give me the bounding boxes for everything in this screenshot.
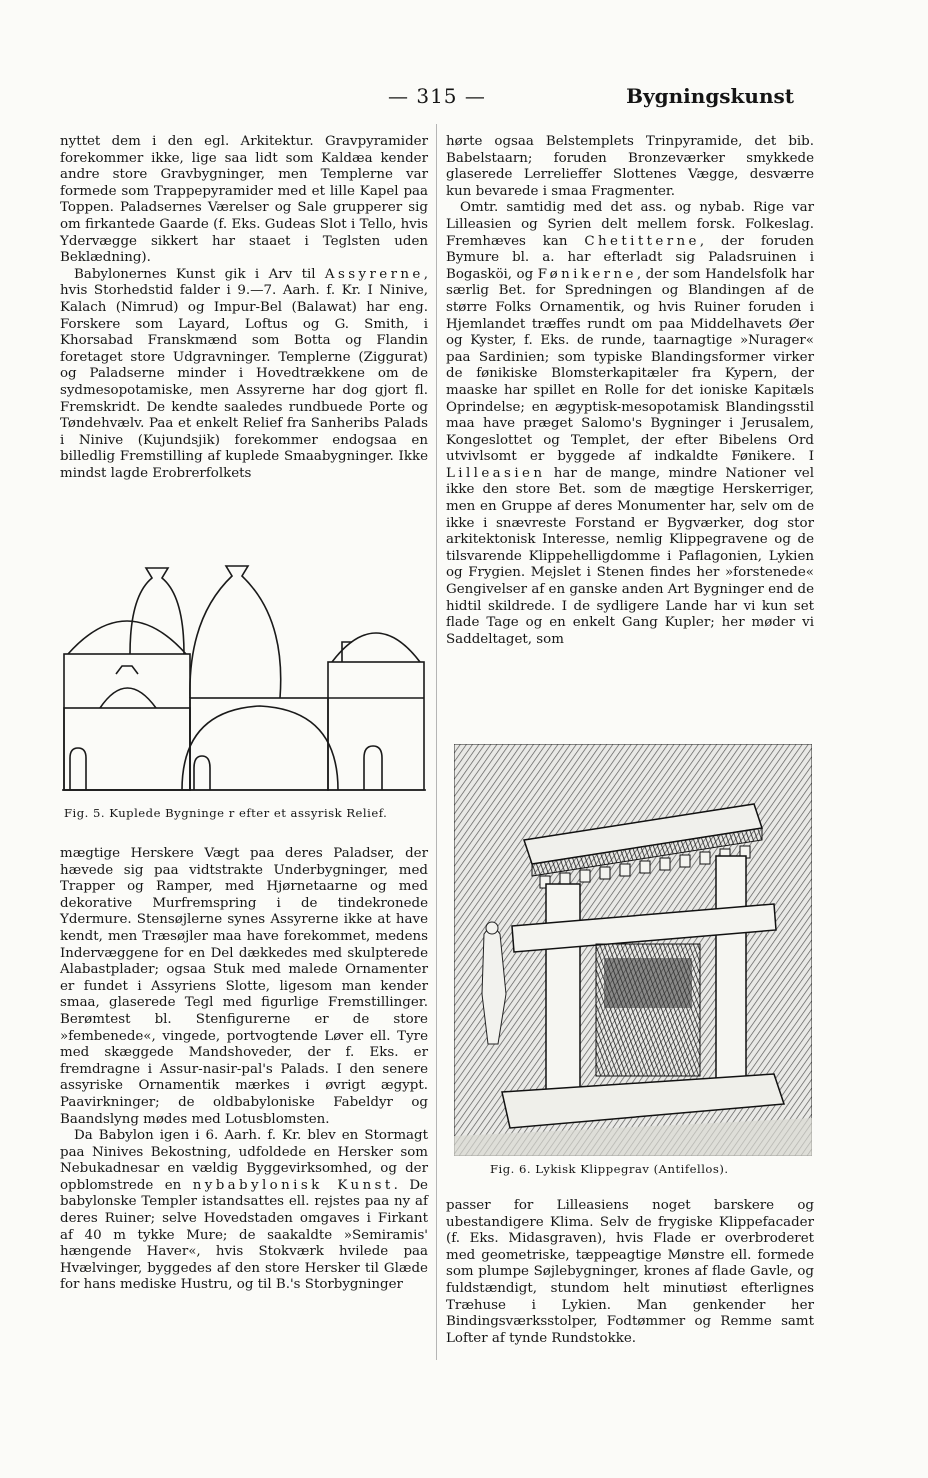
figure-5-domed-buildings [60,558,428,792]
spaced-term: Assyrerne [324,266,424,282]
paragraph: nyttet dem i den egl. Arkitektur. Gravpyramider forekommer ikke, lige saa lidt som Kaldæa kender andre store Gravbygninger, men Templerne var formede som Trappepyramider med et lille Kapel paa Toppen. Paladsernes Værelser og Sale grupperer sig om firkantede Gaarde (f. Eks. Gudeas Slot i Tello, hvis Ydervægge sikkert har staaet i Teglsten uden Beklædning). [60,134,428,266]
page-number: — 315 — [388,84,486,108]
paragraph: Babylonernes Kunst gik i Arv til Assyrerne, hvis Storhedstid falder i 9.—7. Aarh. f. Kr. I Ninive, Kalach (Nimrud) og Impur-Bel (Balawat) har eng. Forskere som Layard, Loftus og G. Smith, i Khorsabad Franskmænd som Botta og Flandin foretaget store Udgravninger. Templerne (Ziggurat) og Paladserne minder i Hovedtrækkene om de sydmesopotamiske, men Assyrerne har dog gjort fl. Fremskridt. De kendte saaledes rundbuede Porte og Tøndehvælv. Paa et enkelt Relief fra Sanheribs Palads i Ninive (Kujundsjik) forekommer endogsaa en billedlig Fremstilling af kuplede Smaabygninger. Ikke mindst lagde Erobrerfolkets [60,266,428,481]
paragraph: passer for Lilleasiens noget barskere og ubestandigere Klima. Selv de frygiske Klippefacader (f. Eks. Midasgraven), hvis Flade er overbroderet med geometriske, tæppeagtige Mønstre ell. formede som plumpe Søjlebygninger, krones af flade Gavle, og fuldstændigt, stundom helt minutiøst efterlignes Træhuse i Lykien. Man genkender her Bindingsværksstolper, Fodtømmer og Remme samt Lofter af tynde Rundstokke. [446,1198,814,1346]
left-column-upper-text [60,134,428,482]
column-divider [436,124,437,1360]
left-column-lower-text [60,846,428,1294]
paragraph: mægtige Herskere Vægt paa deres Paladser, der hævede sig paa vidtstrakte Underbygninger, med Trapper og Ramper, med Hjørnetaarne og med dekorative Murfremspring i de tindekronede Ydermure. Stensøjlerne synes Assyrerne ikke at have kendt, men Træsøjler maa have forekommet, medens Indervæggene for en Del dækkedes med skulpterede Alabastplader; ogsaa Stuk med malede Ornamenter er fundet i Assyriens Slotte, ligesom man kender smaa, glaserede Tegl med figurlige Fremstillinger. Berømtest bl. Stenfigurerne er de store »fembenede«, vingede, portvogtende Løver ell. Tyre med skæggede Mandshoveder, der f. Eks. er fremdragne i Assur-nasir-pal's Palads. I den senere assyriske Ornamentik mærkes i øvrigt ægypt. Paavirkninger; de oldbabyloniske Fabeldyr og Baandslyng mødes med Lotusblomsten. [60,846,428,1127]
paragraph: hørte ogsaa Belstemplets Trinpyramide, det bib. Babelstaarn; foruden Bronzeværker smykkede glaserede Lerrelieffer Slottenes Vægge, desværre kun bevarede i smaa Fragmenter. [446,134,814,199]
spaced-term: Lilleasien [446,465,546,481]
page-header [0,84,928,114]
spaced-term: Fønikerne [537,266,637,282]
spaced-term: Chetitterne [584,233,700,249]
right-column-upper-text [446,134,814,648]
figure-6-caption: Fig. 6. Lykisk Klippegrav (Antifellos). [490,1162,729,1176]
right-column-lower-text [446,1198,814,1347]
paragraph: Omtr. samtidig med det ass. og nybab. Rige var Lilleasien og Syrien delt mellem forsk. Folkeslag. Fremhæves kan Chetitterne, der foruden Bymure bl. a. har efterladt sig Paladsruinen i Bogasköi, og Fønikerne, der som Handelsfolk har særlig Bet. for Spredningen og Blandingen af de større Folks Ornamentik, og hvis Ruiner foruden i Hjemlandet træffes rundt om paa Middelhavets Øer og Kyster, f. Eks. de runde, taarnagtige »Nurager« paa Sardinien; som typiske Blandingsformer virker de fønikiske Blomsterkapitæler fra Kypern, der maaske har spillet en Rolle for det ioniske Kapitæls Oprindelse; en ægyptisk-mesopotamisk Blandingsstil maa have præget Salomo's Bygninger i Jerusalem, Kongeslottet og Templet, der efter Bibelens Ord utvivlsomt er byggede af indkaldte Fønikere. I Lilleasien har de mange, mindre Nationer vel ikke den store Bet. som de mægtige Herskerriger, men en Gruppe af deres Monumenter har, selv om de ikke i snævreste Forstand er Bygværker, dog stor arkitektonisk Interesse, nemlig Klippegravene og de tilsvarende Klippehelligdomme i Paflagonien, Lykien og Frygien. Mejslet i Stenen findes her »forstenede« Gengivelser af en ganske anden Art Bygninger end de hidtil skildrede. I de sydligere Lande har vi kun set flade Tage og en enkelt Gang Kupler; her møder vi Saddeltaget, som [446,200,814,647]
section-title: Bygningskunst [626,84,794,108]
spaced-term: nybabylonisk Kunst [192,1177,394,1193]
figure-5-caption: Fig. 5. Kuplede Bygninge r efter et assyrisk Relief. [64,806,388,820]
paragraph: Da Babylon igen i 6. Aarh. f. Kr. blev en Stormagt paa Ninives Bekostning, udfoldede en Hersker som Nebukadnesar en vældig Byggevirksomhed, og der opblomstrede en nybabylonisk Kunst. De babylonske Templer istandsattes ell. rejstes paa ny af deres Ruiner; selve Hovedstaden omgaves i Firkant af 40 m tykke Mure; de saakaldte »Semiramis' hængende Haver«, hvis Stokværk hvilede paa Hvælvinger, byggedes af den store Hersker til Glæde for hans mediske Hustru, og til B.'s Storbygninger [60,1128,428,1293]
figure-6-lycian-rock-tomb [454,744,812,1156]
